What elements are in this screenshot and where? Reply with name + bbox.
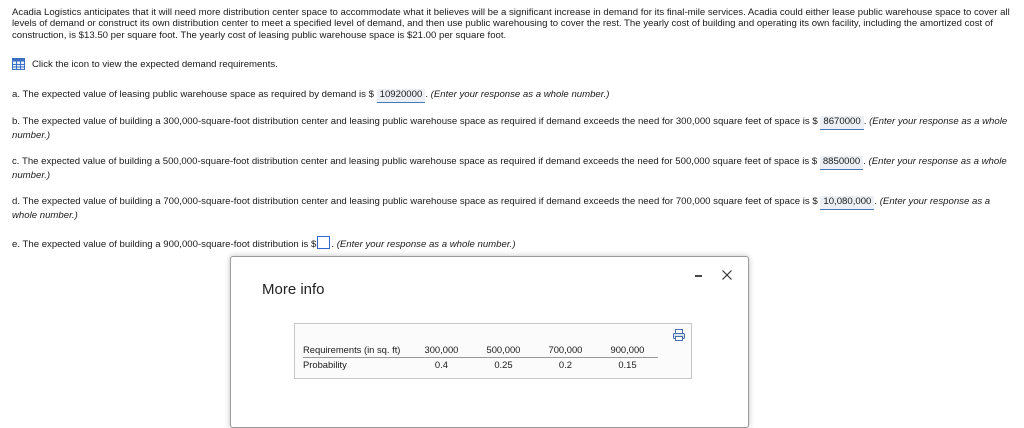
question-c: c. The expected value of building a 500,000-square-foot distribution center and leasing public warehouse space as required if demand exceeds the need for 500,000 square feet of space is $ 8850000 . (Enter your response as a whole number.) xyxy=(12,156,1007,181)
question-c-hint: (Enter your response as a whole number.) xyxy=(12,156,1007,181)
problem-intro: Acadia Logistics anticipates that it will need more distribution center space to accommodate what it believes will be a significant increase in demand for its final-mile services. Acadia could either lease public warehouse space to cover all levels of demand or construct its own distribution center to meet a specified level of demand, and then use public warehousing to cover the rest. The yearly cost of building and operating its own facility, including the amortized cost of construction, is $13.50 per square foot. The yearly cost of leasing public warehouse space is $21.00 per square foot. xyxy=(12,7,1010,41)
table-cell: 700,000 xyxy=(534,343,596,358)
table-cell: 0.25 xyxy=(494,359,513,370)
question-b-hint: (Enter your response as a whole number.) xyxy=(12,116,1008,141)
question-d-text: d. The expected value of building a 700,000-square-foot distribution center and leasing public warehouse space as required if demand exceeds the need for 700,000 square feet of space is $ xyxy=(12,196,818,207)
question-b-text: b. The expected value of building a 300,000-square-foot distribution center and leasing public warehouse space as required if demand exceeds the need for 300,000 square feet of space is $ xyxy=(12,116,818,127)
dialog-title: More info xyxy=(262,281,325,298)
requirements-panel xyxy=(294,323,692,379)
table-cell: 0.2 xyxy=(558,359,572,370)
table-cell: 300,000 xyxy=(410,343,472,358)
question-a: a. The expected value of leasing public warehouse space as required by demand is $ 10920000 . (Enter your response as a whole number.) xyxy=(12,89,1012,103)
question-e-hint: (Enter your response as a whole number.) xyxy=(336,239,516,250)
question-b: b. The expected value of building a 300,000-square-foot distribution center and leasing public warehouse space as required if demand exceeds the need for 300,000 square feet of space is $ 8670000 . (Enter your response as a whole number.) xyxy=(12,116,1008,141)
question-e: e. The expected value of building a 900,000-square-foot distribution is $ . (Enter your response as a whole number.) xyxy=(12,236,1012,252)
probability-label: Probability xyxy=(303,359,347,370)
question-d: d. The expected value of building a 700,000-square-foot distribution center and leasing public warehouse space as required if demand exceeds the need for 700,000 square feet of space is $ 10,080,000 . (Enter your response as a whole number.) xyxy=(12,196,991,221)
requirements-table xyxy=(303,343,658,372)
table-cell: 0.15 xyxy=(618,359,637,370)
table-icon[interactable] xyxy=(12,58,25,70)
table-row xyxy=(303,343,658,358)
close-icon[interactable] xyxy=(721,269,733,281)
answer-a-field[interactable]: 10920000 xyxy=(377,89,426,103)
question-e-text: e. The expected value of building a 900,000-square-foot distribution is $ xyxy=(12,239,317,250)
question-d-hint: (Enter your response as a whole number.) xyxy=(12,196,991,221)
table-row xyxy=(303,358,658,373)
table-cell: 0.4 xyxy=(434,359,448,370)
table-cell: 900,000 xyxy=(596,343,658,358)
table-cell: 500,000 xyxy=(472,343,534,358)
answer-d-field[interactable]: 10,080,000 xyxy=(820,196,874,210)
question-a-text: a. The expected value of leasing public warehouse space as required by demand is $ xyxy=(12,89,374,100)
minimize-icon[interactable] xyxy=(694,270,704,280)
print-icon[interactable] xyxy=(673,329,685,341)
answer-c-field[interactable]: 8850000 xyxy=(820,156,863,170)
answer-e-input[interactable] xyxy=(317,236,330,249)
requirements-label: Requirements (in sq. ft) xyxy=(303,343,410,358)
icon-instruction: Click the icon to view the expected demand requirements. xyxy=(32,58,278,70)
answer-b-field[interactable]: 8670000 xyxy=(820,116,863,130)
question-a-hint: (Enter your response as a whole number.) xyxy=(430,89,610,100)
question-c-text: c. The expected value of building a 500,000-square-foot distribution center and leasing public warehouse space as required if demand exceeds the need for 500,000 square feet of space is $ xyxy=(12,156,818,167)
demand-info-link[interactable] xyxy=(12,58,278,70)
more-info-dialog xyxy=(230,256,749,428)
